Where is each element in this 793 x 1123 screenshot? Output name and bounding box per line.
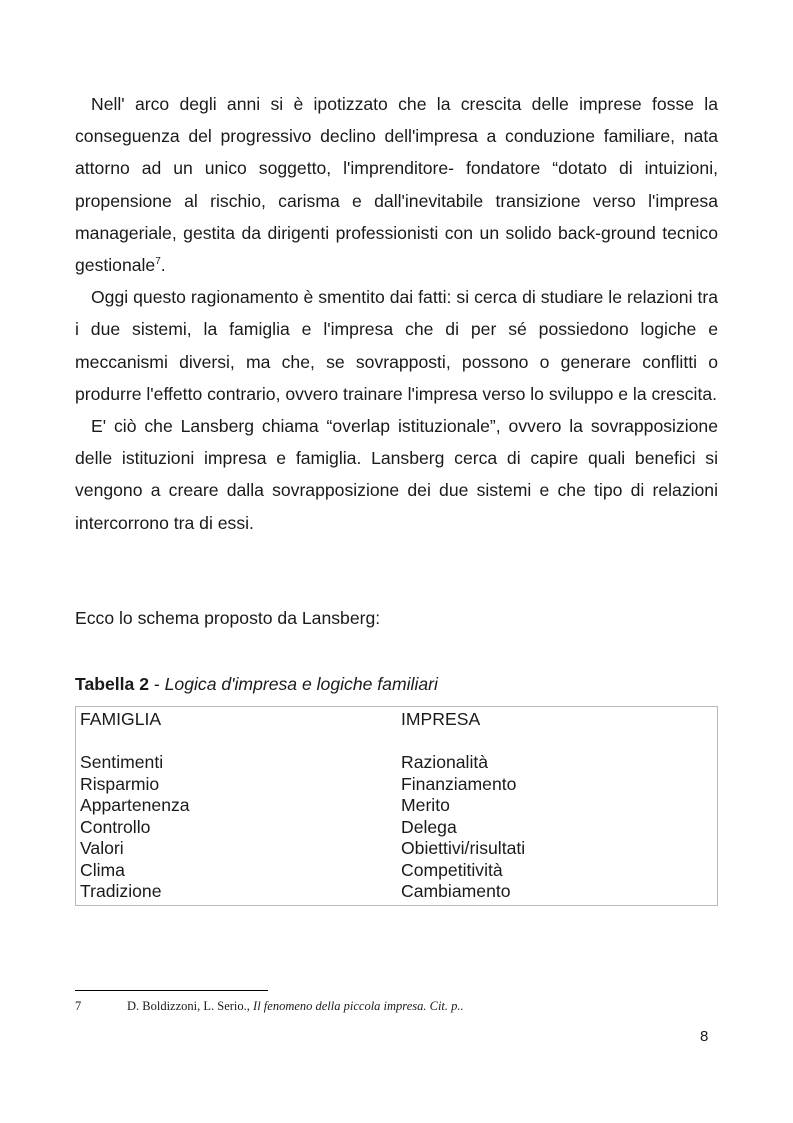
table-cell: Sentimenti	[80, 752, 164, 772]
body-text	[75, 88, 718, 539]
table-cell: Cambiamento	[401, 881, 511, 901]
footnote-authors: D. Boldizzoni, L. Serio.,	[127, 999, 254, 1013]
paragraph-1: Nell' arco degli anni si è ipotizzato che la crescita delle imprese fosse la conseguenza del progressivo declino dell'impresa a conduzione familiare, nata attorno ad un unico soggetto, l'imprenditore- fondatore “dotato di intuizioni, propensione al rischio, carisma e dall'inevitabile transizione verso l'impresa manageriale, gestita da dirigenti professionisti con un solido back-ground tecnico gestionale$^7$.	[75, 94, 718, 276]
footnote-title: Il fenomeno della piccola impresa. Cit. p..	[253, 999, 464, 1013]
footnote-number: 7	[75, 999, 82, 1013]
paragraph-3: E' ciò che Lansberg chiama “overlap istituzionale”, ovvero la sovrapposizione delle istituzioni impresa e famiglia. Lansberg cerca di capire quali benefici si vengono a creare dalla sovrapposizione dei due sistemi e che tipo di relazioni intercorrono tra di essi.	[75, 416, 718, 533]
footnote-ref[interactable]: 7	[155, 256, 161, 268]
table-cell: Controllo	[80, 816, 151, 837]
table-header: IMPRESA	[401, 709, 481, 729]
table-cell: Razionalità	[401, 752, 489, 772]
table-cell: Tradizione	[80, 881, 162, 901]
footnote	[75, 998, 464, 1014]
table-cell: Merito	[401, 795, 450, 815]
page-number: 8	[700, 1028, 709, 1045]
paragraph-2: Oggi questo ragionamento è smentito dai fatti: si cerca di studiare le relazioni tra i due sistemi, la famiglia e l'impresa che di per sé possiedono logiche e meccanismi diversi, ma che, se sovrapposti, possono o generare conflitti o produrre l'effetto contrario, ovvero trainare l'impresa verso lo sviluppo e la crescita.	[75, 287, 718, 404]
table-cell: Risparmio	[80, 773, 160, 794]
table-cell: Appartenenza	[80, 795, 190, 815]
table-cell: Clima	[80, 859, 125, 880]
table-caption	[75, 670, 438, 698]
logic-table	[75, 706, 718, 906]
table-cell: Competitività	[401, 859, 503, 880]
table-cell: Delega	[401, 816, 457, 837]
caption-title: Logica d'impresa e logiche familiari	[164, 674, 438, 694]
table-column-impresa	[401, 709, 525, 903]
table-cell: Obiettivi/risultati	[401, 838, 526, 858]
footnote-divider	[75, 990, 268, 991]
table-header: FAMIGLIA	[80, 709, 162, 729]
caption-label: Tabella 2	[75, 674, 149, 694]
caption-separator: -	[149, 674, 165, 694]
schema-intro: Ecco lo schema proposto da Lansberg:	[75, 608, 381, 628]
table-cell: Finanziamento	[401, 773, 517, 794]
table-cell: Valori	[80, 838, 124, 858]
table-column-famiglia	[80, 709, 190, 903]
